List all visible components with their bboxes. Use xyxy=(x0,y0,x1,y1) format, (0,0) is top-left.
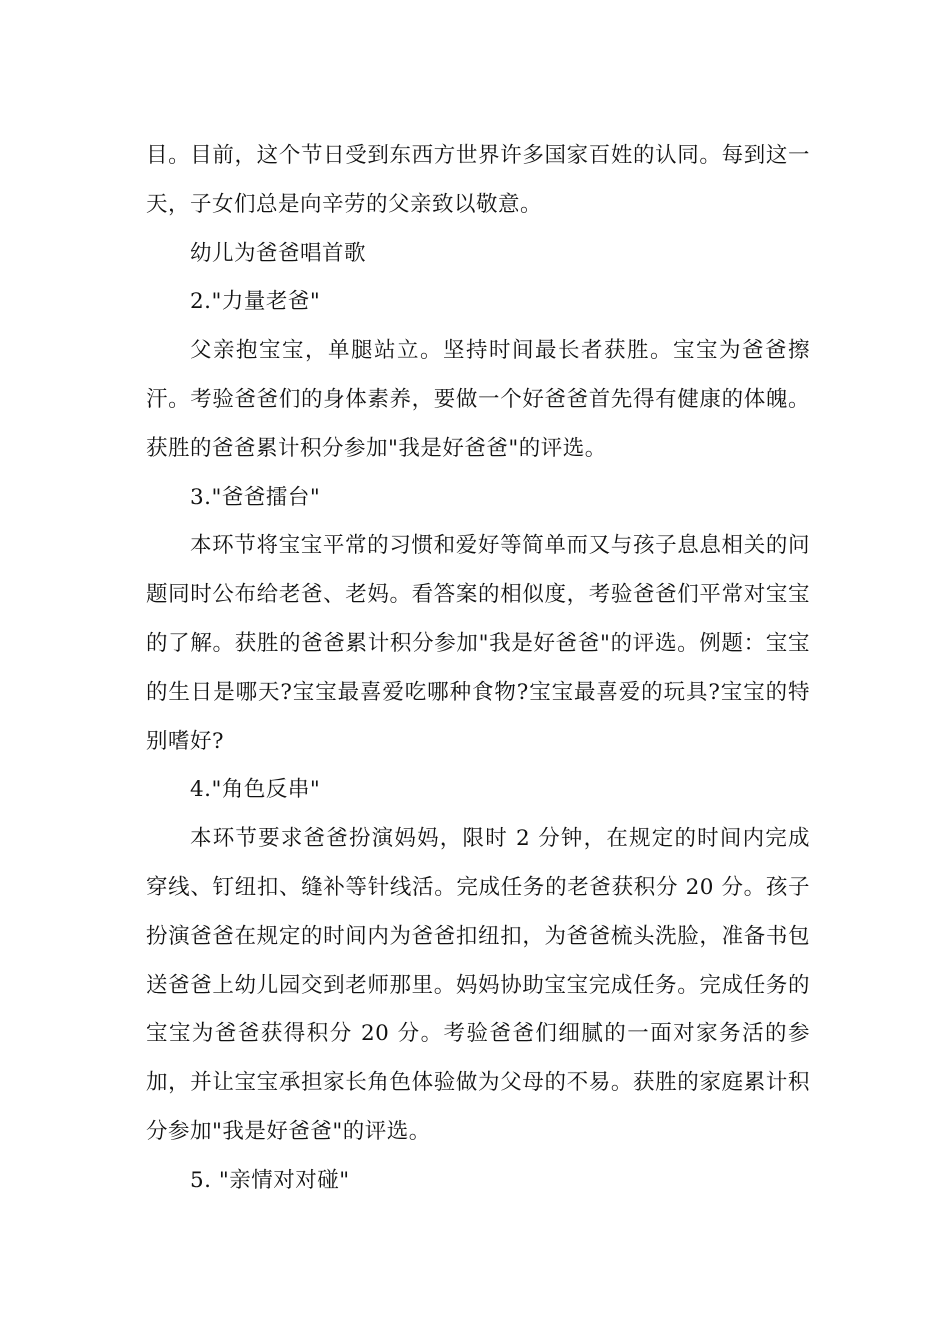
paragraph-intro-continuation: 目。目前，这个节日受到东西方世界许多国家百姓的认同。每到这一天，子女们总是向辛劳的父亲致以敬意。 xyxy=(146,143,810,217)
paragraph-strength-dad: 父亲抱宝宝，单腿站立。坚持时间最长者获胜。宝宝为爸爸擦汗。考验爸爸们的身体素养，要做一个好爸爸首先得有健康的体魄。获胜的爸爸累计积分参加"我是好爸爸"的评选。 xyxy=(146,338,810,461)
paragraph-dad-arena: 本环节将宝宝平常的习惯和爱好等简单而又与孩子息息相关的问题同时公布给老爸、老妈。看答案的相似度，考验爸爸们平常对宝宝的了解。获胜的爸爸累计积分参加"我是好爸爸"的评选。例题：宝宝的生日是哪天?宝宝最喜爱吃哪种食物?宝宝最喜爱的玩具?宝宝的特别嗜好? xyxy=(146,533,810,754)
section-heading-4: 4."角色反串" xyxy=(190,777,321,803)
section-heading-2: 2."力量老爸" xyxy=(190,289,321,315)
document-page xyxy=(146,132,810,1206)
section-heading-5: 5. "亲情对对碰" xyxy=(190,1167,350,1193)
section-heading-3: 3."爸爸擂台" xyxy=(190,484,321,510)
paragraph-role-reversal: 本环节要求爸爸扮演妈妈，限时 2 分钟，在规定的时间内完成穿线、钉纽扣、缝补等针线活。完成任务的老爸获积分 20 分。孩子扮演爸爸在规定的时间内为爸爸扣纽扣，为爸爸梳头洗脸，准备书包送爸爸上幼儿园交到老师那里。妈妈协助宝宝完成任务。完成任务的宝宝为爸爸获得积分 20 分。考验爸爸们细腻的一面对家务活的参加，并让宝宝承担家长角色体验做为父母的不易。获胜的家庭累计积分参加"我是好爸爸"的评选。 xyxy=(146,826,810,1144)
paragraph-song: 幼儿为爸爸唱首歌 xyxy=(190,240,367,266)
